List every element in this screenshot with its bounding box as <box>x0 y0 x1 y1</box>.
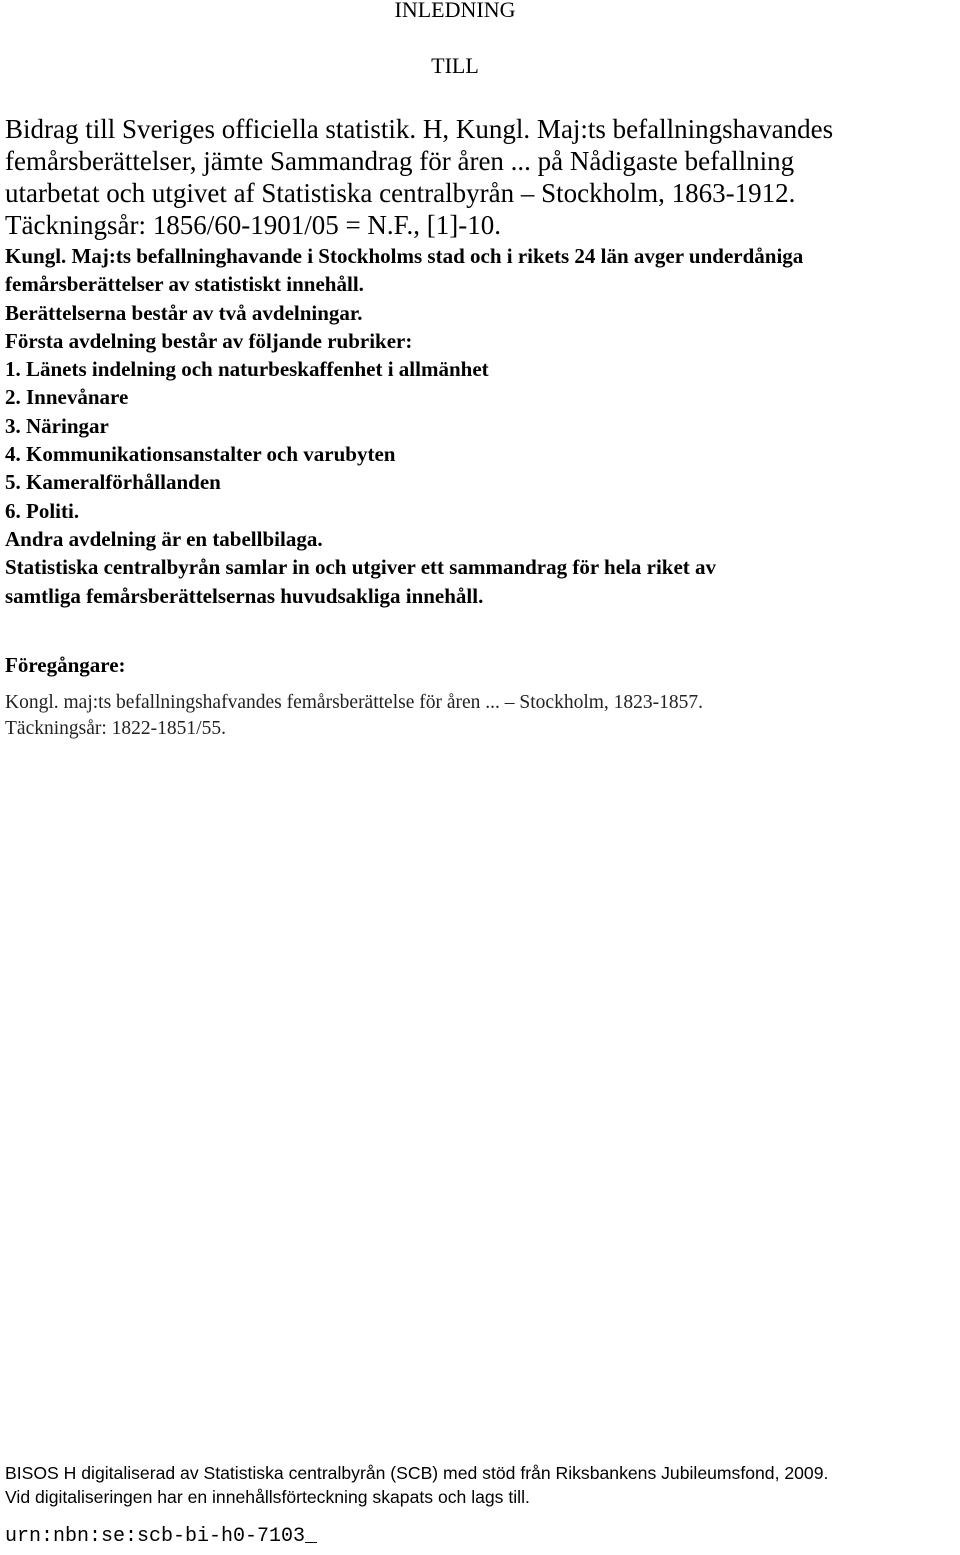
footer-line: Vid digitaliseringen har en innehållsförteckning skapats och lags till. <box>5 1487 530 1507</box>
body-line: Kungl. Maj:ts befallninghavande i Stockholms stad och i rikets 24 län avger underdåniga <box>5 244 804 268</box>
predecessor-text <box>5 690 955 742</box>
title-line: femårsberättelser, jämte Sammandrag för åren ... på Nådigaste befallning <box>5 146 795 176</box>
body-line: samtliga femårsberättelsernas huvudsakliga innehåll. <box>5 583 484 608</box>
title-line: utarbetat och utgivet af Statistiska centralbyrån – Stockholm, 1863-1912. <box>5 178 796 208</box>
rubric-item: 4. Kommunikationsanstalter och varubyten <box>5 442 396 467</box>
heading-inledning: INLEDNING <box>394 0 516 22</box>
publication-title <box>5 113 955 241</box>
description-body <box>5 242 955 610</box>
predecessor-line: Kongl. maj:ts befallningshafvandes femårsberättelse för åren ... – Stockholm, 1823-1857. <box>5 692 704 713</box>
digitization-note <box>5 1461 960 1509</box>
predecessor-heading: Föregångare: <box>5 653 126 677</box>
body-line: femårsberättelser av statistiskt innehåll. <box>5 272 364 297</box>
title-line: Bidrag till Sveriges officiella statistik. H, Kungl. Maj:ts befallningshavandes <box>5 114 834 144</box>
rubric-item: 1. Länets indelning och naturbeskaffenhet i allmänhet <box>5 357 489 382</box>
footer-line: BISOS H digitaliserad av Statistiska centralbyrån (SCB) med stöd från Riksbankens Jubileumsfond, 2009. <box>5 1463 829 1483</box>
rubric-item: 3. Näringar <box>5 413 109 438</box>
rubric-item: 2. Innevånare <box>5 385 129 410</box>
body-line: Första avdelning består av följande rubriker: <box>5 328 413 353</box>
heading-till: TILL <box>431 53 479 78</box>
rubric-item: 6. Politi. <box>5 498 80 523</box>
body-line: Andra avdelning är en tabellbilaga. <box>5 526 323 551</box>
urn-identifier: urn:nbn:se:scb-bi-h0-7103_ <box>5 1525 318 1548</box>
rubric-item: 5. Kameralförhållanden <box>5 470 221 495</box>
body-line: Berättelserna består av två avdelningar. <box>5 300 363 325</box>
body-line: Statistiska centralbyrån samlar in och utgiver ett sammandrag för hela riket av <box>5 555 717 580</box>
predecessor-line: Täckningsår: 1822-1851/55. <box>5 718 226 739</box>
title-line: Täckningsår: 1856/60-1901/05 = N.F., [1]-10. <box>5 210 501 240</box>
